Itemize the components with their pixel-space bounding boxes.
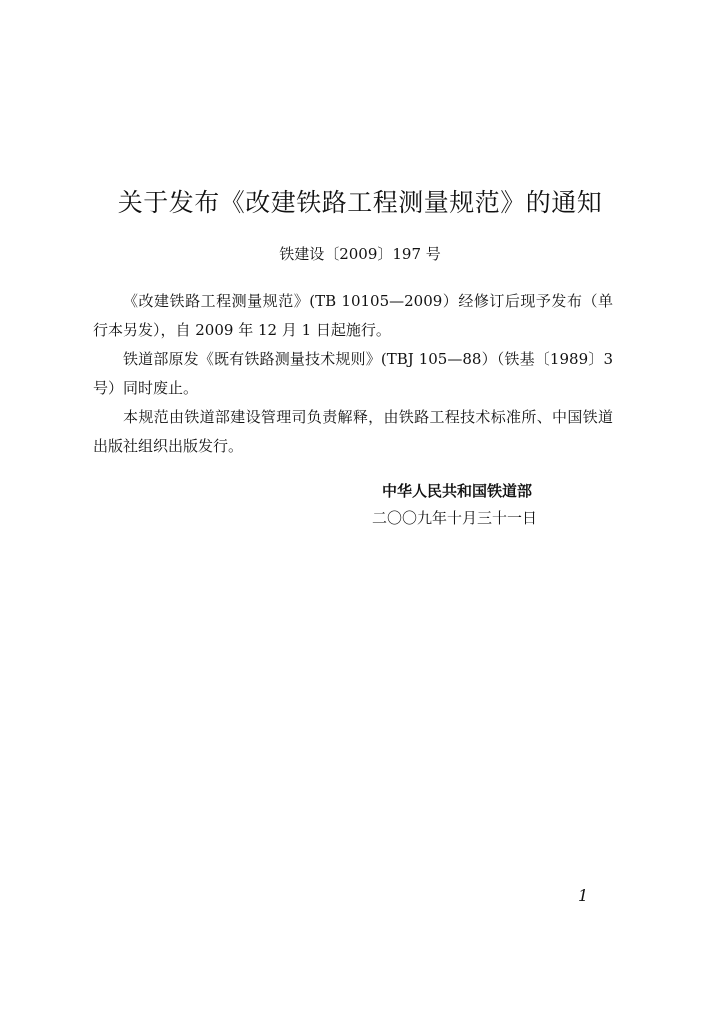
issue-date: 二〇〇九年十月三十一日: [372, 509, 538, 527]
signature-block: [372, 478, 632, 532]
paragraph-repeal: 铁道部原发《既有铁路测量技术规则》(TBJ 105—88）（铁基〔1989〕3 号）同时废止。: [93, 350, 613, 397]
paragraph-publication: 《改建铁路工程测量规范》(TB 10105—2009）经修订后现予发布（单行本另发），自 2009 年 12 月 1 日起施行。: [93, 292, 613, 339]
document-number: 铁建设〔2009〕197 号: [279, 245, 441, 263]
paragraph-interpretation: 本规范由铁道部建设管理司负责解释，由铁路工程技术标准所、中国铁道出版社组织出版发行。: [93, 408, 613, 455]
page-number: 1: [578, 886, 589, 905]
issuing-authority: 中华人民共和国铁道部: [382, 482, 533, 500]
notice-body: [93, 287, 613, 461]
notice-title: 关于发布《改建铁路工程测量规范》的通知: [117, 188, 603, 217]
